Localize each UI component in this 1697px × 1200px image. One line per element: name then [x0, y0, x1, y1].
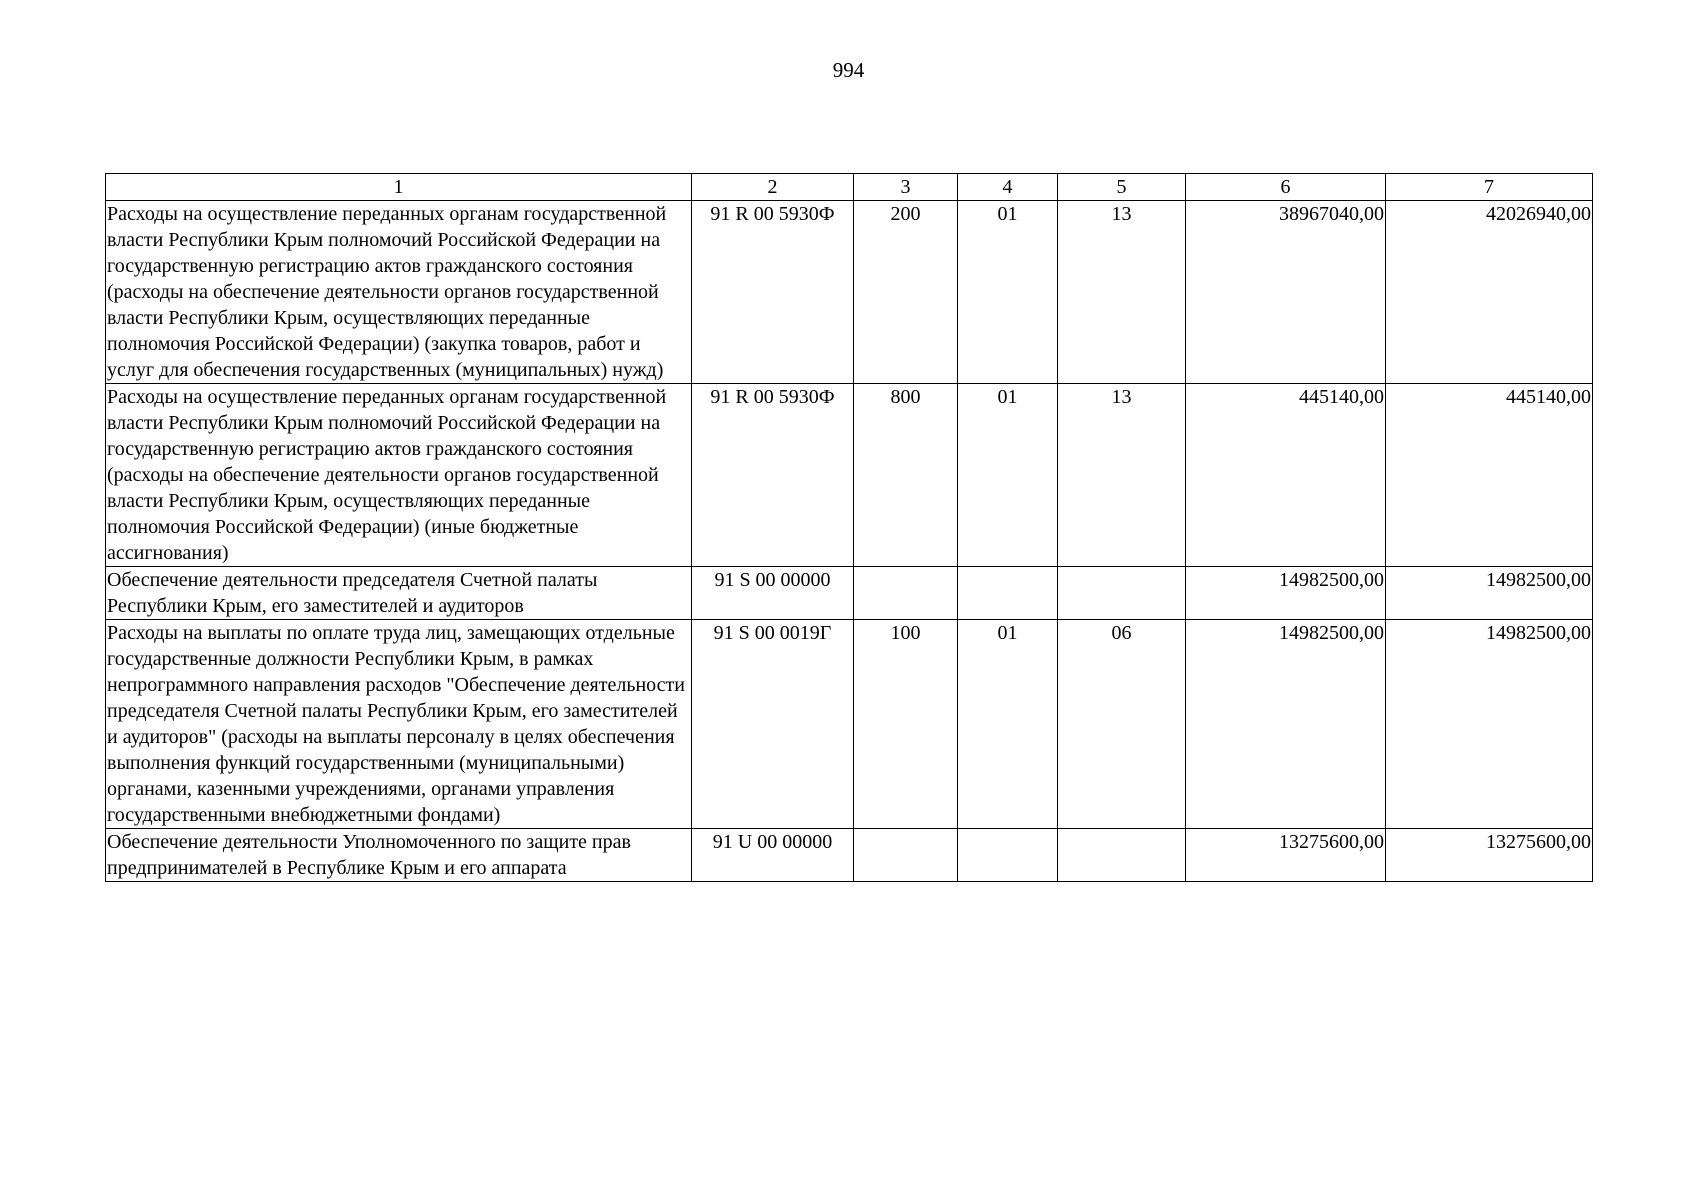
subsection-code [1058, 829, 1186, 882]
subsection-code: 06 [1058, 620, 1186, 829]
column-number-row [106, 174, 1593, 201]
section-code [958, 567, 1058, 620]
section-code [958, 829, 1058, 882]
column-header: 3 [854, 174, 958, 201]
table-row [106, 384, 1593, 567]
amount-col7: 14982500,00 [1386, 567, 1593, 620]
column-header: 7 [1386, 174, 1593, 201]
target-article-code: 91 S 00 00000 [692, 567, 854, 620]
column-header: 2 [692, 174, 854, 201]
table-row [106, 567, 1593, 620]
expense-name: Обеспечение деятельности Уполномоченного по защите прав предпринимателей в Республике Крым и его аппарата [106, 829, 692, 882]
amount-col6: 445140,00 [1186, 384, 1386, 567]
expense-name: Расходы на осуществление переданных органам государственной власти Республики Крым полномочий Российской Федерации на государственную регистрацию актов гражданского состояния (расходы на обеспечение деятельности органов государственной власти Республики Крым, осуществляющих переданные полномочия Российской Федерации) (иные бюджетные ассигнования) [106, 384, 692, 567]
expense-type-code [854, 829, 958, 882]
column-header: 6 [1186, 174, 1386, 201]
amount-col6: 38967040,00 [1186, 201, 1386, 384]
expense-name: Расходы на осуществление переданных органам государственной власти Республики Крым полномочий Российской Федерации на государственную регистрацию актов гражданского состояния (расходы на обеспечение деятельности органов государственной власти Республики Крым, осуществляющих переданные полномочия Российской Федерации) (закупка товаров, работ и услуг для обеспечения государственных (муниципальных) нужд) [106, 201, 692, 384]
table-row [106, 201, 1593, 384]
column-header: 4 [958, 174, 1058, 201]
expense-name: Расходы на выплаты по оплате труда лиц, замещающих отдельные государственные должности Республики Крым, в рамках непрограммного направления расходов "Обеспечение деятельности председателя Счетной палаты Республики Крым, его заместителей и аудиторов" (расходы на выплаты персоналу в целях обеспечения выполнения функций государственными (муниципальными) органами, казенными учреждениями, органами управления государственными внебюджетными фондами) [106, 620, 692, 829]
expense-type-code: 200 [854, 201, 958, 384]
amount-col7: 13275600,00 [1386, 829, 1593, 882]
amount-col7: 14982500,00 [1386, 620, 1593, 829]
subsection-code: 13 [1058, 384, 1186, 567]
expense-type-code [854, 567, 958, 620]
section-code: 01 [958, 384, 1058, 567]
amount-col6: 13275600,00 [1186, 829, 1386, 882]
expense-name: Обеспечение деятельности председателя Счетной палаты Республики Крым, его заместителей и аудиторов [106, 567, 692, 620]
amount-col7: 42026940,00 [1386, 201, 1593, 384]
target-article-code: 91 R 00 5930Ф [692, 201, 854, 384]
section-code: 01 [958, 201, 1058, 384]
target-article-code: 91 S 00 0019Г [692, 620, 854, 829]
target-article-code: 91 R 00 5930Ф [692, 384, 854, 567]
subsection-code [1058, 567, 1186, 620]
table-row [106, 829, 1593, 882]
amount-col6: 14982500,00 [1186, 620, 1386, 829]
budget-table [105, 173, 1593, 882]
column-header: 5 [1058, 174, 1186, 201]
expense-type-code: 100 [854, 620, 958, 829]
section-code: 01 [958, 620, 1058, 829]
expense-type-code: 800 [854, 384, 958, 567]
target-article-code: 91 U 00 00000 [692, 829, 854, 882]
amount-col7: 445140,00 [1386, 384, 1593, 567]
amount-col6: 14982500,00 [1186, 567, 1386, 620]
column-header: 1 [106, 174, 692, 201]
page-number: 994 [832, 58, 865, 82]
subsection-code: 13 [1058, 201, 1186, 384]
table-row [106, 620, 1593, 829]
